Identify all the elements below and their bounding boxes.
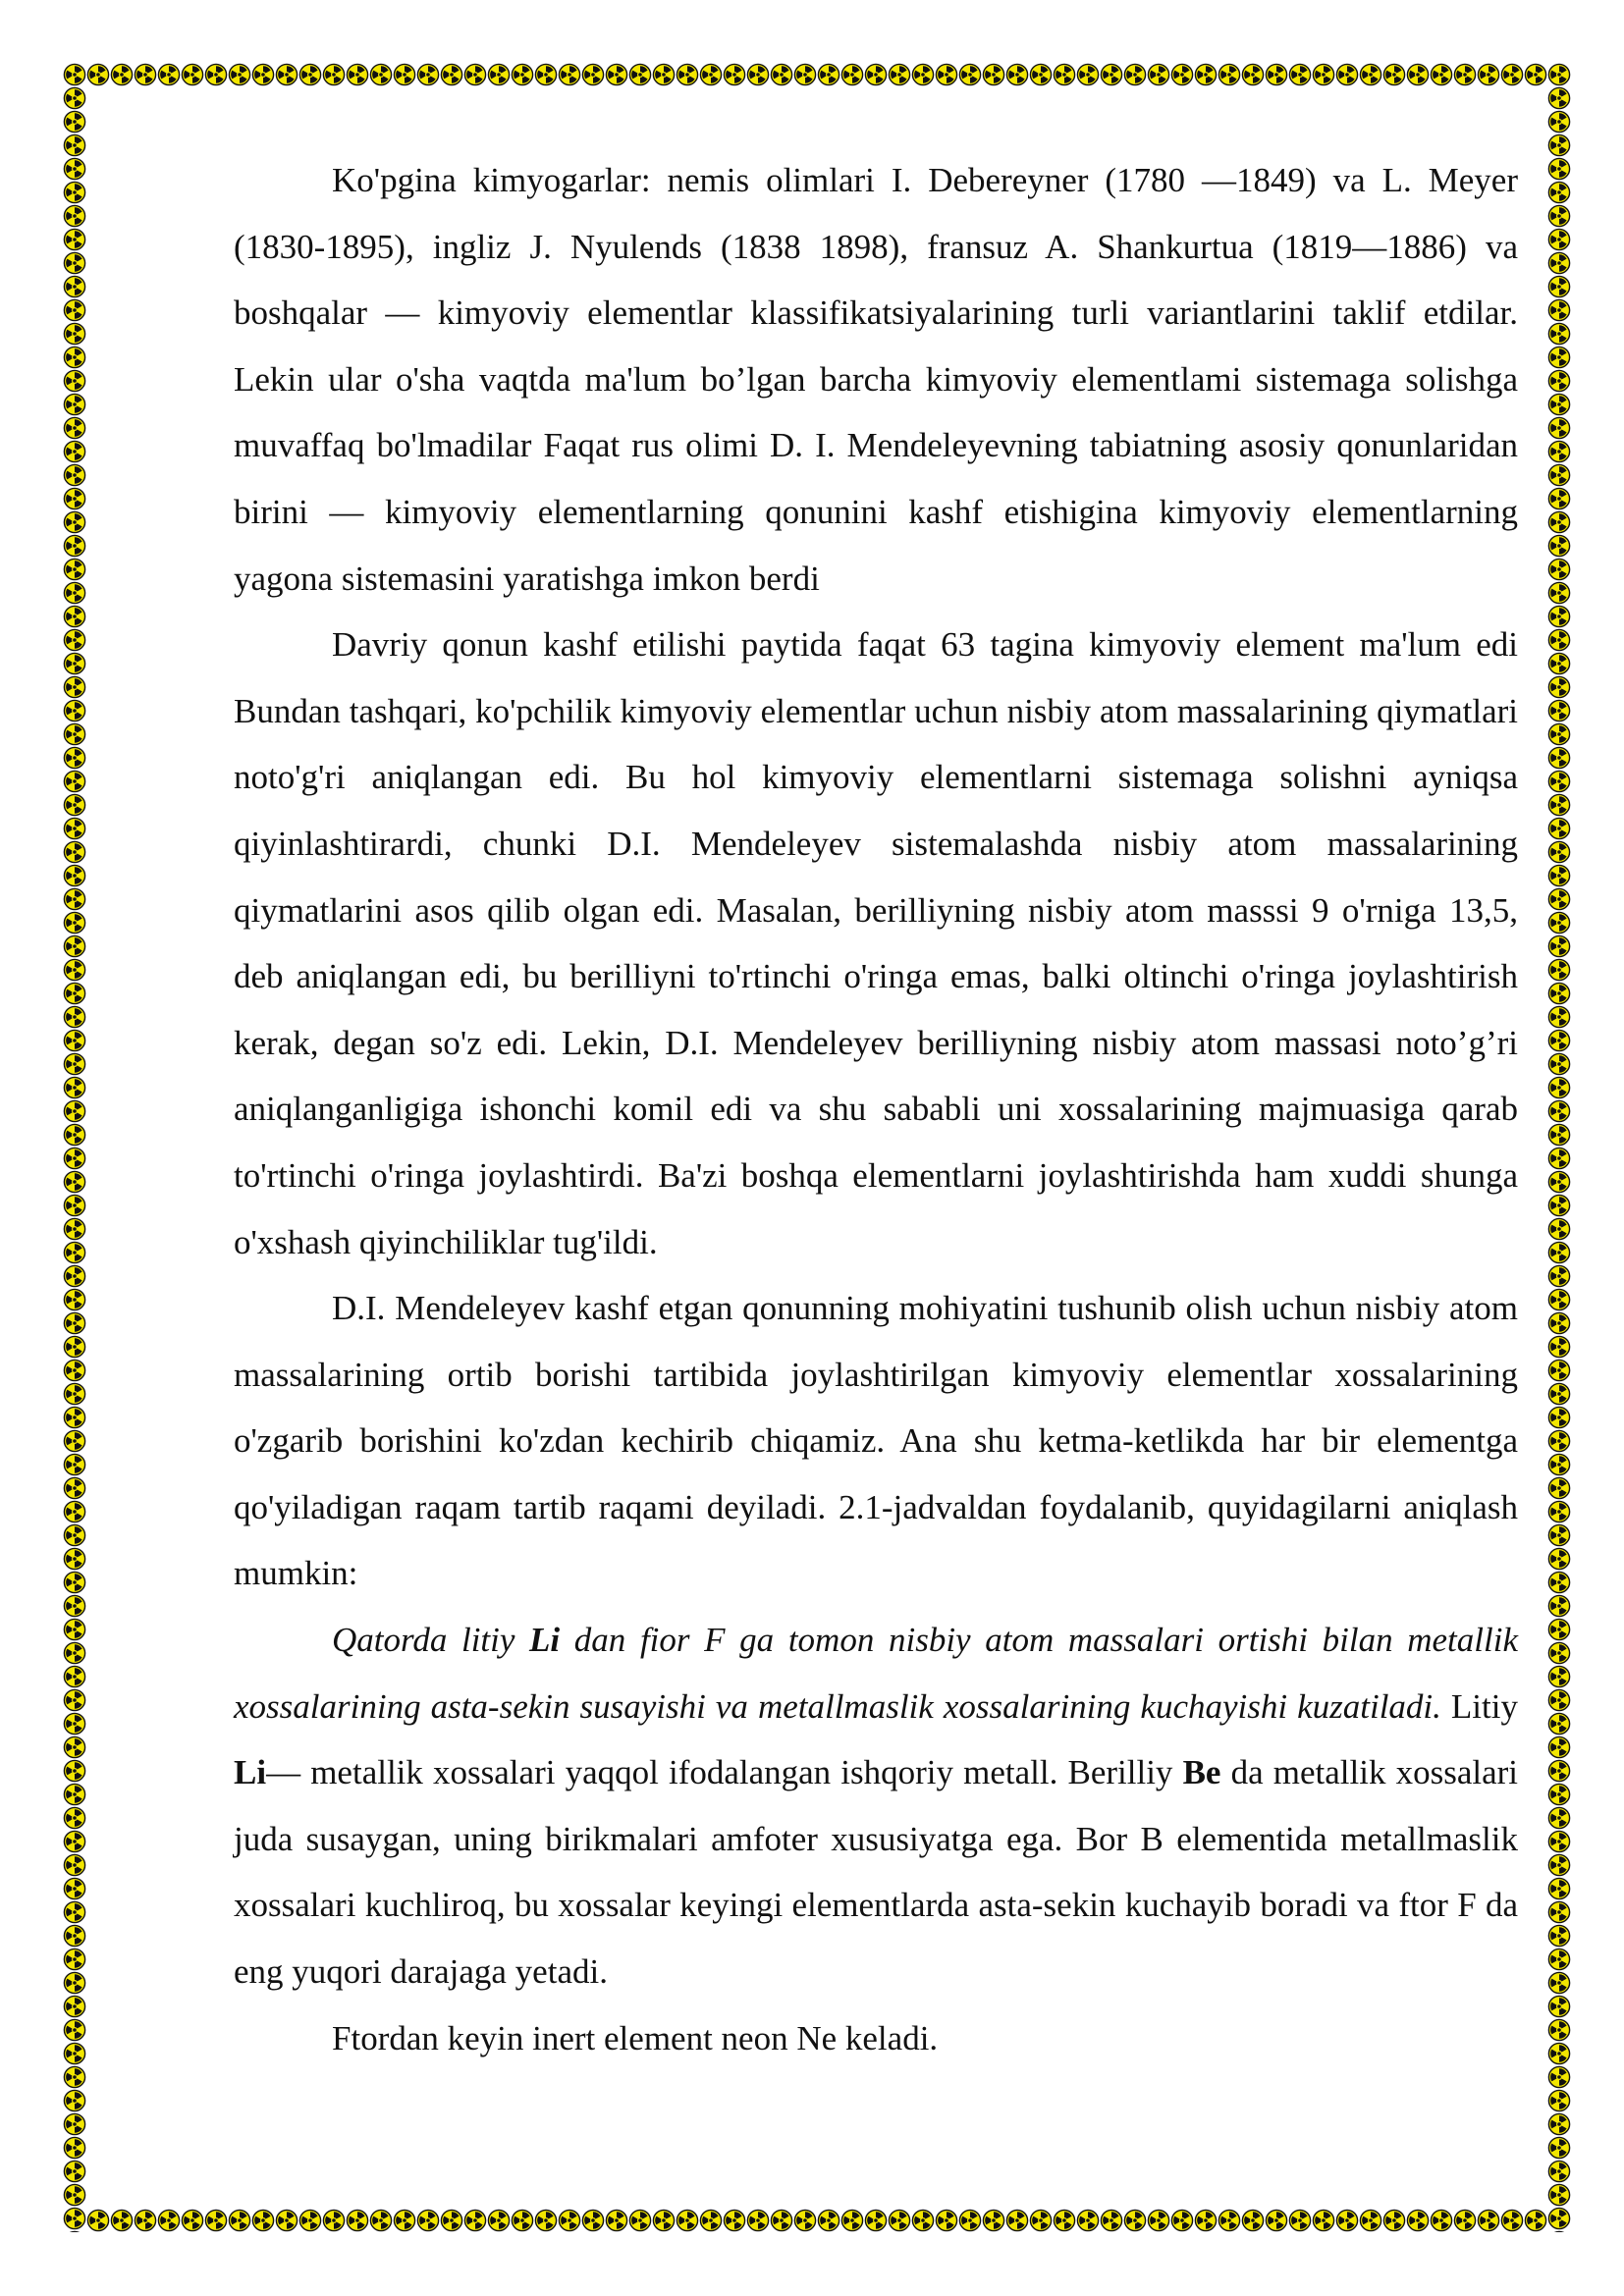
border-left-radiation-icons [63, 63, 86, 2232]
paragraph-atomic-mass-order: D.I. Mendeleyev kashf etgan qonunning mohiyatini tushunib olish uchun nisbiy atom massalarining ortib borishi tartibida joylashtirilgan kimyoviy elementlar xossalarining o'zgarib borishini ko'zdan kechirib chiqamiz. Ana shu ketma-ketlikda har bir elementga qo'yiladigan raqam tartib raqami deyiladi. 2.1-jadvaldan foydalanib, quyidagilarni aniqlash mumkin: [234, 1289, 1518, 1593]
border-bottom-radiation-icons [63, 2209, 1571, 2232]
lithium-description: — metallik xossalari yaqqol ifodalangan ishqoriy metall. Berilliy [266, 1753, 1183, 1792]
element-symbol-be: Be [1182, 1753, 1221, 1792]
beryllium-description: da metallik xossalari juda susaygan, uning birikmalari amfoter xususiyatga ega. Bor B elementida metallmaslik xossalari kuchliroq, bu xossalar keyingi elementlarda asta-sekin kuchayib boradi va ftor F da eng yuqori darajaga yetadi. [234, 1753, 1518, 1992]
element-symbol-li: Li [234, 1753, 267, 1792]
border-right-radiation-icons [1547, 63, 1571, 2232]
paragraph-classification-history: Ko'pgina kimyogarlar: nemis olimlari I. Debereyner (1780 —1849) va L. Meyer (1830-1895), ingliz J. Nyulends (1838 1898), fransuz A. Shankurtua (1819—1886) va boshqalar — kimyoviy elementlar klassifikatsiyalarining turli variantlarini taklif etdilar. Lekin ular o'sha vaqtda ma'lum bo’lgan barcha kimyoviy elementlami sistemaga solishga muvaffaq bo'lmadilar Faqat rus olimi D. I. Mendeleyevning tabiatning asosiy qonunlaridan birini — kimyoviy elementlarning qonunini kashf etishigina kimyoviy elementlarning yagona sistemasini yaratishga imkon berdi [234, 161, 1518, 598]
italic-statement-part-2: dan fior F ga tomon nisbiy atom massalari ortishi bilan metallik xossalarining asta-sekin susayishi va metallmaslik xossalarining kuchayishi kuzatiladi. [234, 1621, 1518, 1726]
border-top-radiation-icons [63, 63, 1571, 86]
document-body [234, 147, 1518, 2071]
element-symbol-li-italic: Li [529, 1621, 561, 1660]
lithium-text: Litiy [1440, 1686, 1518, 1726]
italic-statement-part-1: Qatorda litiy [332, 1621, 530, 1660]
paragraph-lithium-to-fluorine [234, 1607, 1518, 2005]
paragraph-periodic-law-discovery: Davriy qonun kashf etilishi paytida faqat 63 tagina kimyoviy element ma'lum edi Bundan tashqari, ko'pchilik kimyoviy elementlar uchun nisbiy atom massalarining qiymatlari noto'g'ri aniqlangan edi. Bu hol kimyoviy elementlarni sistemaga solishni ayniqsa qiyinlashtirardi, chunki D.I. Mendeleyev sistemalashda nisbiy atom massalarining qiymatlarini asos qilib olgan edi. Masalan, berilliyning nisbiy atom masssi 9 o'rniga 13,5, deb aniqlangan edi, bu berilliyni to'rtinchi o'ringa emas, balki oltinchi o'ringa joylashtirish kerak, degan so'z edi. Lekin, D.I. Mendeleyev berilliyning nisbiy atom massasi noto’g’ri aniqlanganligiga ishonchi komil edi va shu sababli uni xossalarining majmuasiga qarab to'rtinchi o'ringa joylashtirdi. Ba'zi boshqa elementlarni joylashtirishda ham xuddi shunga o'xshash qiyinchiliklar tug'ildi. [234, 625, 1518, 1261]
paragraph-neon: Ftordan keyin inert element neon Ne keladi. [332, 2018, 939, 2057]
